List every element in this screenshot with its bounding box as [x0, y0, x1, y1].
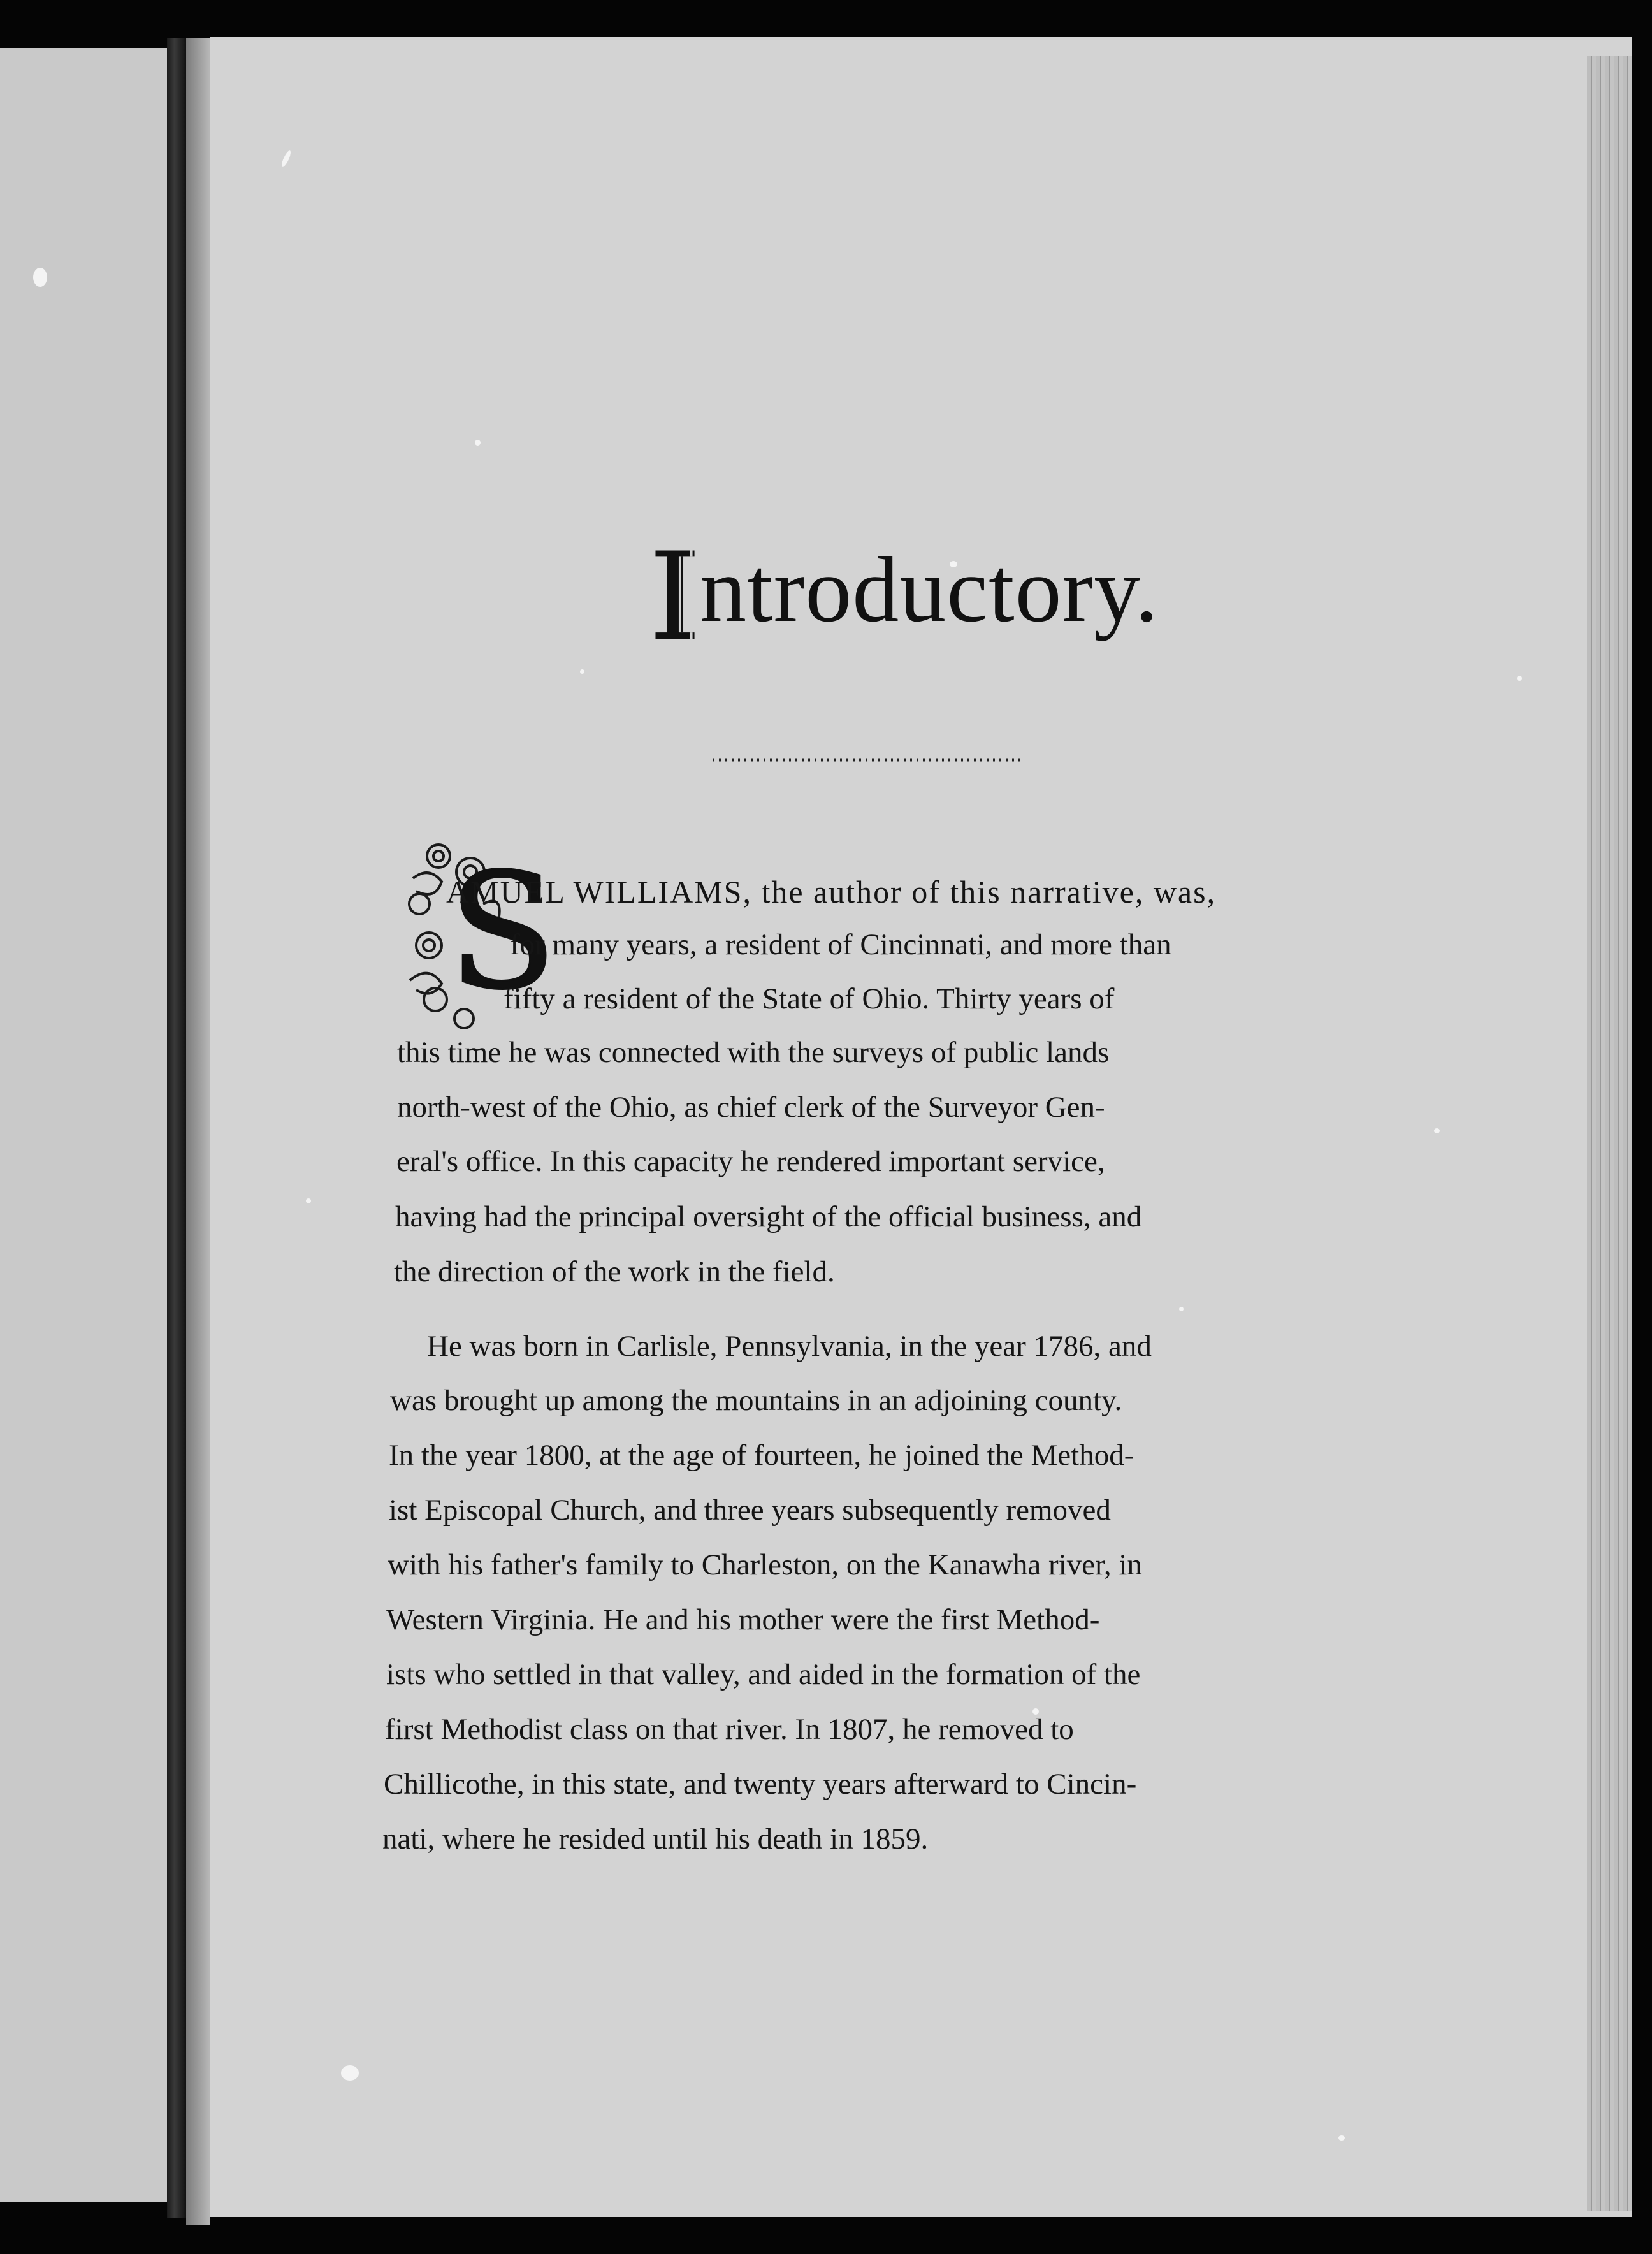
chapter-title: [649, 527, 1159, 667]
text-line: this time he was connected with the surveys of public lands: [397, 1036, 1110, 1069]
title-text: ntroductory.: [700, 538, 1159, 641]
title-initial: I: [649, 527, 698, 667]
text-line: He was born in Carlisle, Pennsylvania, in the year 1786, and: [427, 1330, 1152, 1363]
text-line: having had the principal oversight of the official business, and: [395, 1200, 1142, 1233]
text-line: with his father's family to Charleston, on the Kanawha river, in: [388, 1548, 1142, 1581]
text-line: eral's office. In this capacity he rendered important service,: [396, 1145, 1105, 1178]
page-gutter: [186, 38, 210, 2225]
book-spine-shadow: [167, 38, 186, 2218]
text-line: In the year 1800, at the age of fourteen, he joined the Method-: [389, 1439, 1134, 1472]
text-line: Western Virginia. He and his mother were the first Method-: [386, 1603, 1100, 1636]
text-line: ists who settled in that valley, and aided in the formation of the: [386, 1658, 1141, 1691]
text-line: was brought up among the mountains in an adjoining county.: [390, 1384, 1122, 1417]
text-line: for many years, a resident of Cincinnati, and more than: [510, 928, 1171, 961]
page-stack-edge: [1587, 56, 1632, 2211]
facing-page-edge: [0, 48, 186, 2202]
text-line: ist Episcopal Church, and three years subsequently removed: [389, 1494, 1111, 1527]
text-line: the direction of the work in the field.: [394, 1255, 835, 1288]
book-page: [210, 37, 1632, 2217]
text-line: nati, where he resided until his death in 1859.: [382, 1822, 929, 1856]
text-line: Chillicothe, in this state, and twenty years afterward to Cincin-: [384, 1768, 1137, 1801]
text-line: first Methodist class on that river. In 1807, he removed to: [385, 1713, 1074, 1746]
text-line: AMUEL WILLIAMS, the author of this narrative, was,: [446, 874, 1217, 910]
dotted-rule: [713, 755, 1025, 764]
dropcap-letter: S: [448, 839, 558, 1024]
text-line: north-west of the Ohio, as chief clerk of the Surveyor Gen-: [397, 1091, 1105, 1124]
text-line: fifty a resident of the State of Ohio. Thirty years of: [504, 982, 1115, 1015]
